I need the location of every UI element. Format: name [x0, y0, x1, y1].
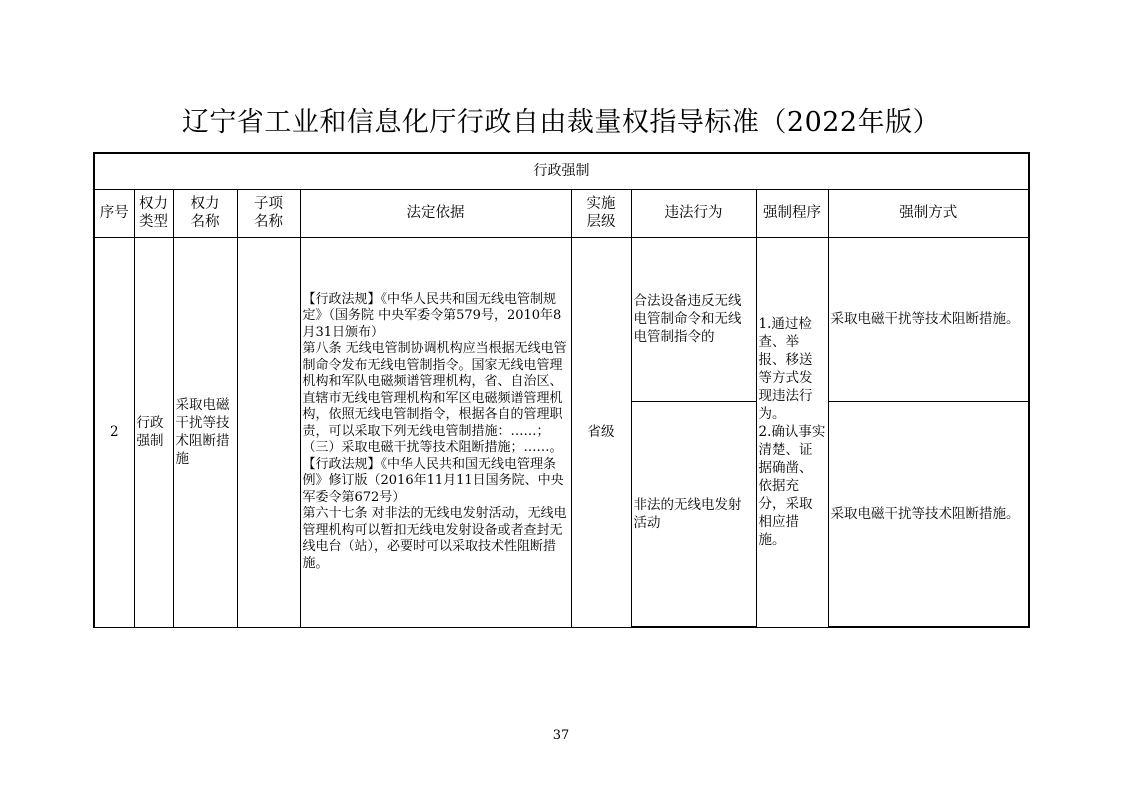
- header-procedure: 强制程序: [756, 189, 828, 237]
- row-legal-basis: 【行政法规】《中华人民共和国无线电管制规定》（国务院 中央军委令第579号，2010年8月31日颁布） 第八条 无线电管制协调机构应当根据无线电管制命令发布无线电管制指令。国家无线电管理机构和军队电磁频谱管理机构，省、自治区、直辖市无线电管理机构和军区电磁频谱管理机构，依照无线电管制指令，根据各自的管理职责，可以采取下列无线电管制措施：……；（三）采取电磁干扰等技术阻断措施；……。 【行政法规】《中华人民共和国无线电管理条例》修订版（2016年11月11日国务院、中央军委令第672号） 第六十七条 对非法的无线电发射活动，无线电管理机构可以暂扣无线电发射设备或者查封无线电台（站），必要时可以采取技术性阻断措施。: [300, 237, 571, 627]
- header-power-type: 权力类型: [134, 189, 173, 237]
- page-number: 37: [552, 728, 570, 743]
- table-row: [94, 237, 1029, 401]
- row-level: 省级: [571, 237, 631, 627]
- row-sub-item: [237, 237, 300, 627]
- row-method-2: 采取电磁干扰等技术阻断措施。: [828, 401, 1029, 627]
- row-procedure: 1.通过检查、举报、移送等方式发现违法行为。 2.确认事实清楚、证据确凿、依据充分，采取相应措施。: [756, 237, 828, 627]
- header-legal-basis: 法定依据: [300, 189, 571, 237]
- header-power-name: 权力名称: [173, 189, 237, 237]
- header-sub-item: 子项名称: [237, 189, 300, 237]
- header-level: 实施层级: [571, 189, 631, 237]
- power-list-table: [93, 152, 1030, 628]
- header-row: [94, 189, 1029, 237]
- row-violation-2: 非法的无线电发射活动: [631, 401, 756, 627]
- header-method: 强制方式: [828, 189, 1029, 237]
- section-heading: 行政强制: [94, 153, 1029, 189]
- row-power-name: 采取电磁干扰等技术阻断措施: [173, 237, 237, 627]
- header-seq: 序号: [94, 189, 134, 237]
- row-seq: 2: [94, 237, 134, 627]
- row-power-type: 行政强制: [134, 237, 173, 627]
- row-method-1: 采取电磁干扰等技术阻断措施。: [828, 237, 1029, 401]
- document-title: 辽宁省工业和信息化厅行政自由裁量权指导标准（2022年版）: [181, 107, 941, 138]
- row-violation-1: 合法设备违反无线电管制命令和无线电管制指令的: [631, 237, 756, 401]
- header-violation: 违法行为: [631, 189, 756, 237]
